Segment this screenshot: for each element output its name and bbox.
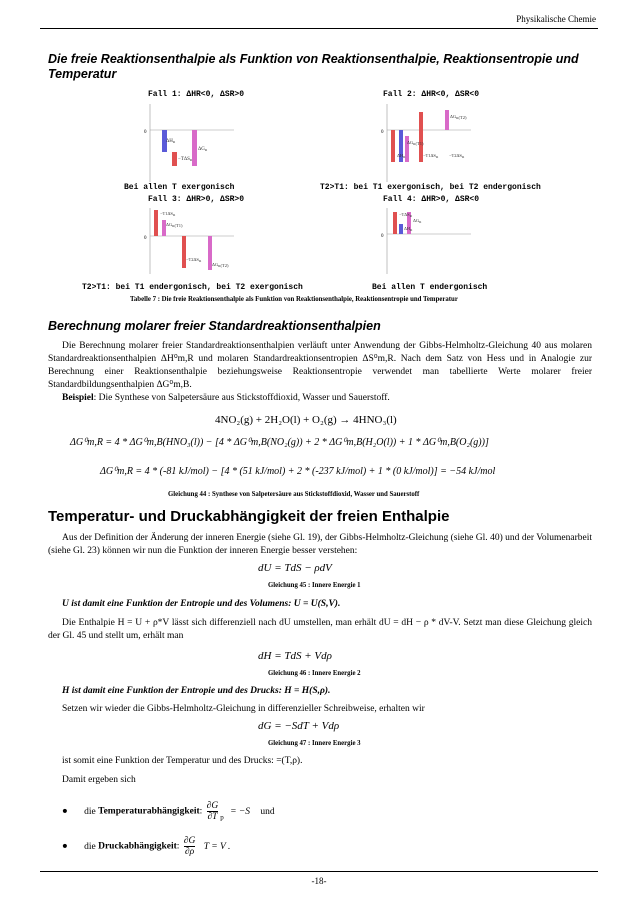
svg-text:ΔHR: $\Delta H_R$ bbox=[404, 226, 413, 232]
line-damit: Damit ergeben sich bbox=[62, 775, 136, 785]
bullet-dot-icon: ● bbox=[62, 806, 68, 817]
paragraph-innere-energie: Aus der Definition der Änderung der inneren Energie (siehe Gl. 19), der Gibbs-Helmholtz-Gleichung (siehe Gl. 40) und der Volumenarbeit (siehe Gl. 23) können wir nun die Funktion der inneren Energie besser verstehen: bbox=[48, 533, 592, 556]
equation-47: dG = −SdT + Vdρ bbox=[258, 720, 340, 732]
bullet-dot-icon: ● bbox=[62, 841, 68, 852]
equation-46: dH = TdS + Vdρ bbox=[258, 650, 332, 662]
section-heading-berechnung: Berechnung molarer freier Standardreaktionsenthalpien bbox=[48, 319, 381, 333]
svg-text:ΔGR(T2): $\Delta G_R(T2)$ bbox=[212, 262, 229, 268]
line-gibbs-helmholtz: Setzen wir wieder die Gibbs-Helmholtz-Gleichung in differenzieller Schreibweise, erhalten wir bbox=[62, 704, 425, 714]
svg-text:−T2ΔSR: $-T2\Delta S_R$ bbox=[186, 257, 202, 263]
equation-numbers: ΔG⁰m,R = 4 * (-81 kJ/mol) − [4 * (51 kJ/mol) + 2 * (-237 kJ/mol) + 1 * (0 kJ/mol)] = −54 kJ/mol bbox=[100, 466, 496, 477]
result-fall-4: Bei allen T endergonisch bbox=[372, 283, 488, 292]
section-heading-temperatur-druck: Temperatur- und Druckabhängigkeit der freien Enthalpie bbox=[48, 508, 450, 525]
line-u-function: U ist damit eine Funktion der Entropie und des Volumens: U = U(S,V). bbox=[62, 599, 341, 609]
dh-label: $\Delta H_R$ bbox=[166, 139, 176, 144]
svg-text:ΔGR(T1): $\Delta G_R(T1)$ bbox=[407, 140, 424, 146]
beispiel-text: : Die Synthese von Salpetersäure aus Stickstoffdioxid, Wasser und Sauerstoff. bbox=[93, 393, 390, 403]
equation-46-label: Gleichung 46 : Innere Energie 2 bbox=[268, 670, 361, 677]
diagram-fall-4 bbox=[383, 206, 473, 288]
svg-text:−T1ΔSR: $-T1\Delta S_R$ bbox=[160, 211, 176, 217]
svg-text:−T2ΔSR: $-T2\Delta S_R$ bbox=[449, 153, 465, 159]
beispiel-line bbox=[62, 393, 390, 403]
svg-text:0: 0 bbox=[381, 234, 384, 239]
svg-text:−TΔSR: $-T\Delta S_R$ bbox=[399, 212, 413, 218]
bullet-druckabhaengigkeit: ● die Druckabhängigkeit: $\frac{\partial G}{\partial\rho}$ T = V . bbox=[62, 836, 231, 857]
equation-reaction: 4NO₂(g) + 2H₂O(l) + O₂(g) → 4HNO₃(l) bbox=[215, 414, 397, 426]
svg-text:0: 0 bbox=[381, 130, 384, 135]
fraction-dG-dT: $\frac{\partial G}{\partial T}$ bbox=[206, 801, 219, 822]
diagram-fall-1 bbox=[146, 102, 236, 184]
equation-45-label: Gleichung 45 : Innere Energie 1 bbox=[268, 582, 361, 589]
page-number: -18- bbox=[311, 876, 327, 886]
result-fall-3: T2>T1: bei T1 endergonisch, bei T2 exergonisch bbox=[82, 283, 303, 292]
svg-text:ΔGR(T2): $\Delta G_R(T2)$ bbox=[450, 114, 467, 120]
equation-47-label: Gleichung 47 : Innere Energie 3 bbox=[268, 740, 361, 747]
svg-text:ΔHR: $\Delta H_R$ bbox=[397, 153, 406, 159]
svg-text:ΔGR: $\Delta G_R$ bbox=[413, 218, 422, 224]
line-g-function: ist somit eine Funktion der Temperatur und des Drucks: =(T,ρ). bbox=[62, 756, 303, 766]
dg-label: $\Delta G_R$ bbox=[198, 147, 208, 152]
table-caption: Tabelle 7 : Die freie Reaktionsenthalpie als Funktion von Reaktionsenthalpie, Reaktionsentropie und Temperatur bbox=[130, 296, 458, 303]
section-heading-freie-reaktionsenthalpie: Die freie Reaktionsenthalpie als Funktion von Reaktionsenthalpie, Reaktionsentropie und Temperatur bbox=[48, 52, 579, 81]
diagram-fall-2 bbox=[383, 102, 473, 184]
zero-label: 0 bbox=[144, 130, 147, 135]
svg-text:ΔGR(T1): $\Delta G_R(T1)$ bbox=[166, 222, 183, 228]
footer-rule bbox=[40, 871, 598, 872]
diagram-fall-3 bbox=[146, 206, 236, 288]
result-fall-2: T2>T1: bei T1 exergonisch, bei T2 endergonisch bbox=[320, 183, 541, 192]
equation-general: ΔG⁰m,R = 4 * ΔG⁰m,B(HNO₃(l)) − [4 * ΔG⁰m,B(NO₂(g)) + 2 * ΔG⁰m,B(H₂O(l)) + 1 * ΔG⁰m,B(O₂(g))] bbox=[70, 437, 489, 448]
bullet-temperaturabhaengigkeit: ● die Temperaturabhängigkeit: $\frac{\partial G}{\partial T}$ $_p$ = −S und bbox=[62, 801, 275, 822]
minus-tds-label: $-T\Delta S_R$ bbox=[178, 157, 193, 162]
fraction-dG-dp: $\frac{\partial G}{\partial\rho}$ bbox=[183, 836, 196, 857]
line-h-function: H ist damit eine Funktion der Entropie und des Drucks: H = H(S,ρ). bbox=[62, 686, 331, 696]
result-fall-1: Bei allen T exergonisch bbox=[124, 183, 235, 192]
svg-text:−T1ΔSR: $-T1\Delta S_R$ bbox=[423, 153, 439, 159]
running-header: Physikalische Chemie bbox=[516, 14, 596, 24]
svg-text:0: 0 bbox=[144, 236, 147, 241]
fall-3-label: Fall 3: ΔHR>0, ΔSR>0 bbox=[148, 195, 245, 204]
header-rule bbox=[40, 28, 598, 29]
paragraph-berechnung: Die Berechnung molarer freier Standardreaktionsenthalpien verläuft unter Anwendung der Gibbs-Helmholtz-Gleichung 40 aus molaren Standardreaktionsenthalpien ΔH⁰m,R und molaren Standardreaktionsentropien ΔS⁰m,R. Nach dem Satz von Hess und in Analogie zur Berechnung einer Reaktionsenthalpie beziehungsweise Reaktionsentropie verwendet man tabellierte Werte molarer freier Standardbildungsenthalpien ΔG⁰m,B. bbox=[48, 341, 592, 390]
fall-2-label: Fall 2: ΔHR<0, ΔSR<0 bbox=[383, 90, 480, 99]
fall-4-label: Fall 4: ΔHR>0, ΔSR<0 bbox=[383, 195, 480, 204]
beispiel-label: Beispiel bbox=[62, 393, 94, 403]
paragraph-enthalpie: Die Enthalpie H = U + ρ*V lässt sich differenziell nach dU umstellen, man erhält dU = dH − ρ * dV-V. Setzt man diese Gleichung gleich der Gl. 45 und stellt um, erhält man bbox=[48, 618, 592, 641]
fall-1-label: Fall 1: ΔHR<0, ΔSR>0 bbox=[148, 90, 245, 99]
equation-44-label: Gleichung 44 : Synthese von Salpetersäure aus Stickstoffdioxid, Wasser und Sauerstoff bbox=[168, 491, 420, 498]
equation-45: dU = TdS − ρdV bbox=[258, 562, 332, 574]
